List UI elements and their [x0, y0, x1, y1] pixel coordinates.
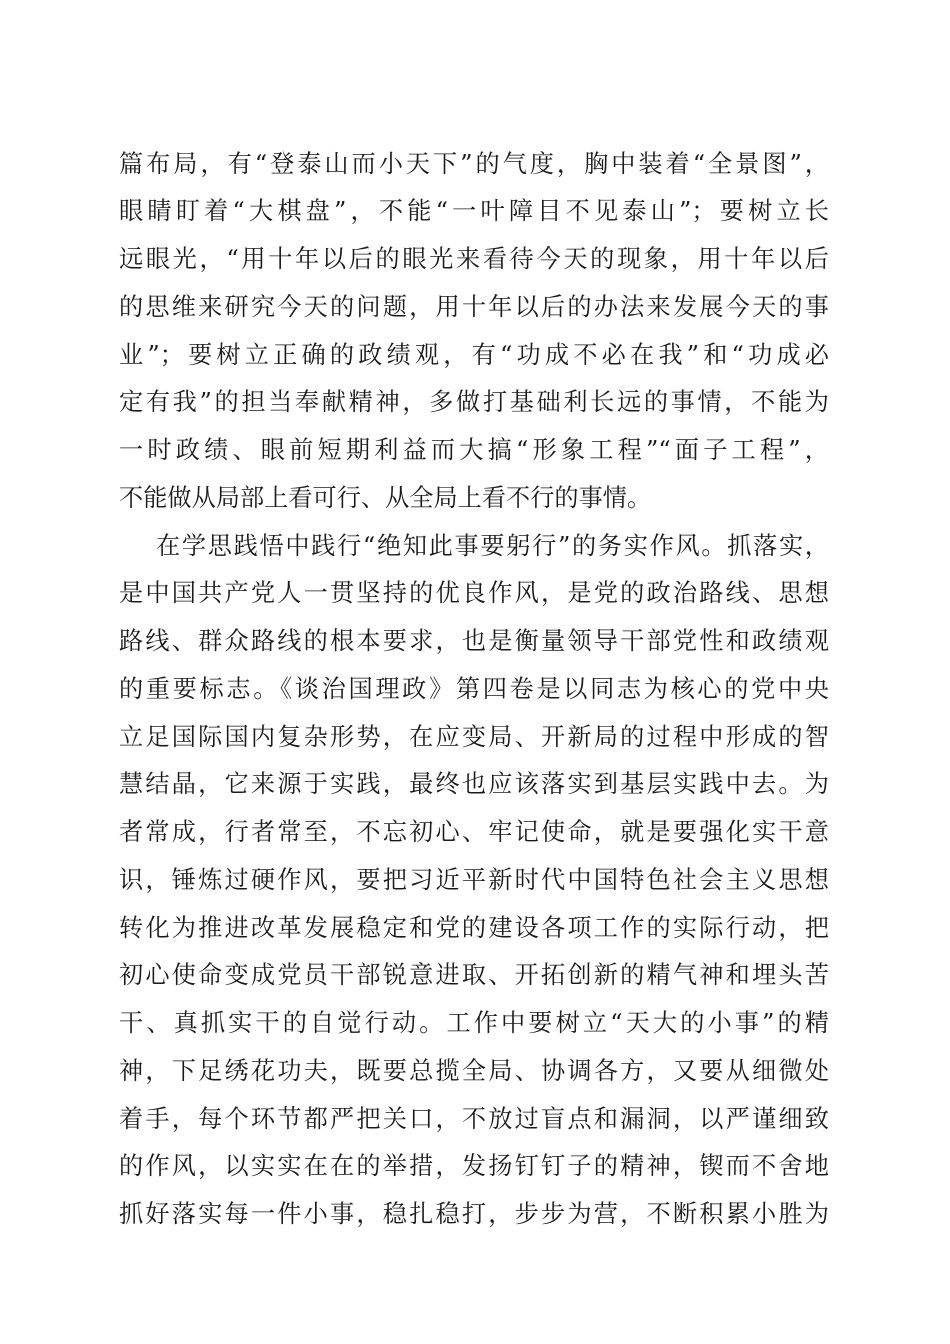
text-line: 路线、群众路线的根本要求，也是衡量领导干部党性和政绩观 [119, 627, 829, 655]
text-line: 不能做从局部上看可行、从全局上看不行的事情。 [119, 484, 652, 512]
text-line: 篇布局，有“登泰山而小天下”的气度，胸中装着“全景图”， [119, 150, 829, 178]
text-line: 抓好落实每一件小事，稳扎稳打，步步为营，不断积累小胜为 [119, 1200, 829, 1228]
text-line: 远眼光，“用十年以后的眼光来看待今天的现象，用十年以后 [119, 245, 829, 273]
text-line: 识，锤炼过硬作风，要把习近平新时代中国特色社会主义思想 [119, 866, 829, 894]
text-line: 的作风，以实实在在的举措，发扬钉钉子的精神，锲而不舍地 [119, 1152, 829, 1180]
paragraph-first-line: 在学思践悟中践行“绝知此事要躬行”的务实作风。抓落实， [156, 532, 829, 560]
text-line: 是中国共产党人一贯坚持的优良作风，是党的政治路线、思想 [119, 579, 829, 607]
text-line: 的思维来研究今天的问题，用十年以后的办法来发展今天的事 [119, 293, 829, 321]
text-line: 转化为推进改革发展稳定和党的建设各项工作的实际行动，把 [119, 914, 829, 942]
text-line: 业”；要树立正确的政绩观，有“功成不必在我”和“功成必 [119, 341, 829, 369]
text-line: 眼睛盯着“大棋盘”，不能“一叶障目不见泰山”；要树立长 [119, 197, 829, 225]
text-line: 立足国际国内复杂形势，在应变局、开新局的过程中形成的智 [119, 723, 829, 751]
text-line: 干、真抓实干的自觉行动。工作中要树立“天大的小事”的精 [119, 1009, 829, 1037]
text-line: 的重要标志。《谈治国理政》第四卷是以同志为核心的党中央 [119, 675, 829, 703]
text-line: 神，下足绣花功夫，既要总揽全局、协调各方，又要从细微处 [119, 1057, 829, 1085]
text-line: 初心使命变成党员干部锐意进取、开拓创新的精气神和埋头苦 [119, 961, 829, 989]
text-line: 者常成，行者常至，不忘初心、牢记使命，就是要强化实干意 [119, 818, 829, 846]
text-line: 一时政绩、眼前短期利益而大搞“形象工程”“面子工程”， [119, 436, 829, 464]
text-line: 着手，每个环节都严把关口，不放过盲点和漏洞，以严谨细致 [119, 1105, 829, 1133]
text-line: 定有我”的担当奉献精神，多做打基础利长远的事情，不能为 [119, 388, 829, 416]
text-line: 慧结晶，它来源于实践，最终也应该落实到基层实践中去。为 [119, 770, 829, 798]
